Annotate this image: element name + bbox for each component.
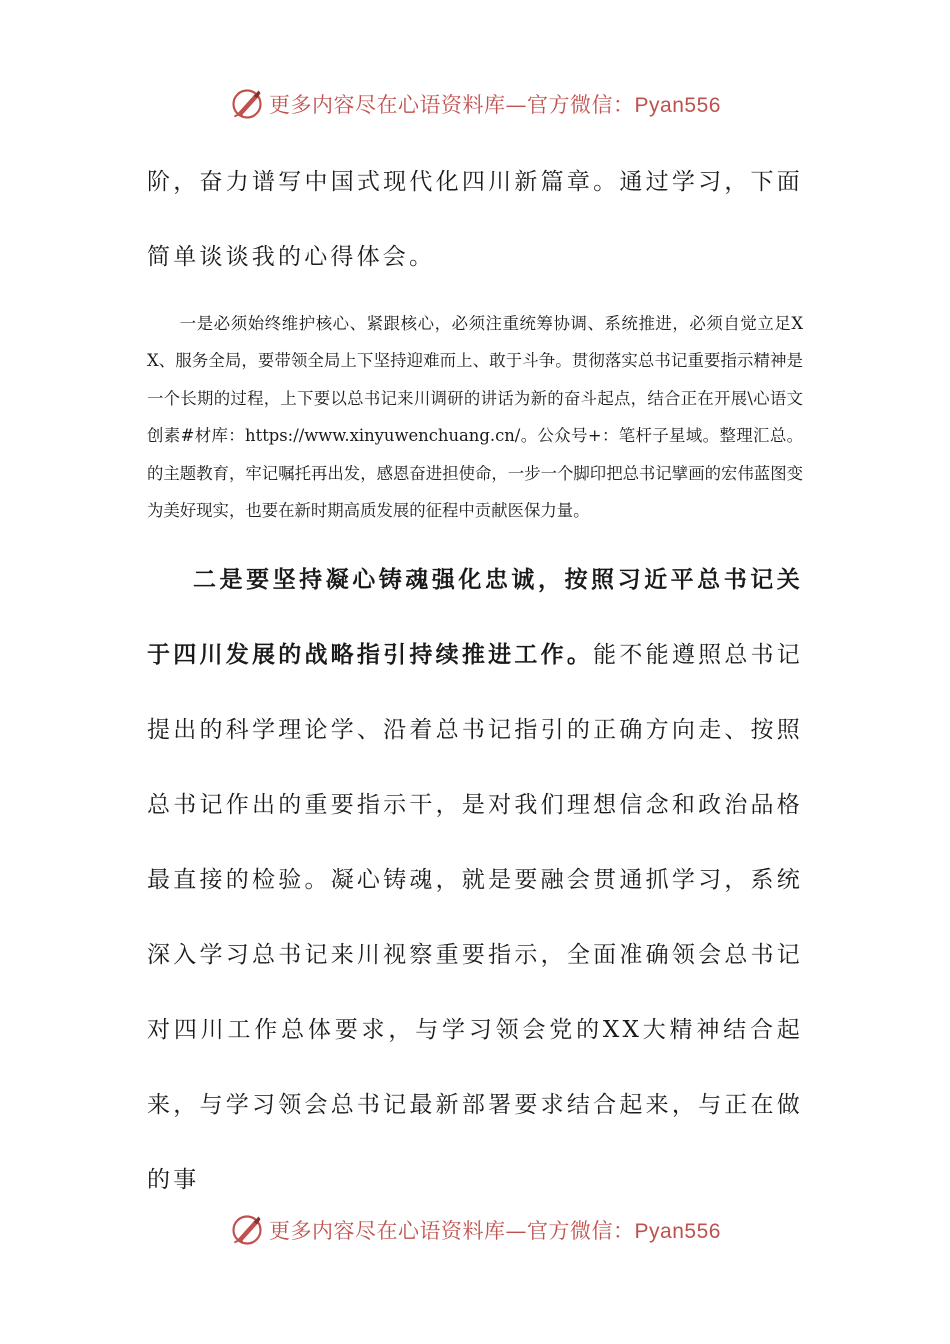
paragraph-two-text: 能不能遵照总书记提出的科学理论学、沿着总书记指引的正确方向走、按照总书记作出的重要指示干，是对我们理想信念和政治品格最直接的检验。凝心铸魂，就是要融会贯通抓学习，系统深入学习总书记来川视察重要指示，全面准确领会总书记对四川工作总体要求，与学习领会党的XX大精神结合起来，与学习领会总书记最新部署要求结合起来，与正在做的事 [147,642,803,1194]
pen-logo-icon [229,86,265,122]
pen-logo-icon [229,1212,265,1248]
banner-text: 更多内容尽在心语资料库—官方微信：Pyan556 [269,93,721,117]
paragraph-two-heading: 二是要坚持凝心铸魂强化忠诚，按照习近平总书记关于四川发展的战略指引持续推进工作。 [147,567,803,669]
banner-text: 更多内容尽在心语资料库—官方微信：Pyan556 [269,1219,721,1243]
banner-wechat-id: Pyan556 [634,94,721,117]
paragraph-two [147,543,803,1218]
banner-wechat-id: Pyan556 [634,1220,721,1243]
footer-banner [0,1210,950,1250]
paragraph-continuation: 阶，奋力谱写中国式现代化四川新篇章。通过学习，下面简单谈谈我的心得体会。 [147,169,803,270]
header-banner [0,84,950,124]
paragraph-one: 一是必须始终维护核心、紧跟核心，必须注重统筹协调、系统推进，必须自觉立足XX、服务全局，要带领全局上下坚持迎难而上、敢于斗争。贯彻落实总书记重要指示精神是一个长期的过程，上下要以总书记来川调研的讲话为新的奋斗起点，结合正在开展\心语文创素#材库：https://www.xinyuwenchuang.cn/。公众号+：笔杆子星域。整理汇总。的主题教育，牢记嘱托再出发，感恩奋进担使命，一步一个脚印把总书记擘画的宏伟蓝图变为美好现实，也要在新时期高质发展的征程中贡献医保力量。 [147,314,803,521]
document-body [147,145,803,1218]
